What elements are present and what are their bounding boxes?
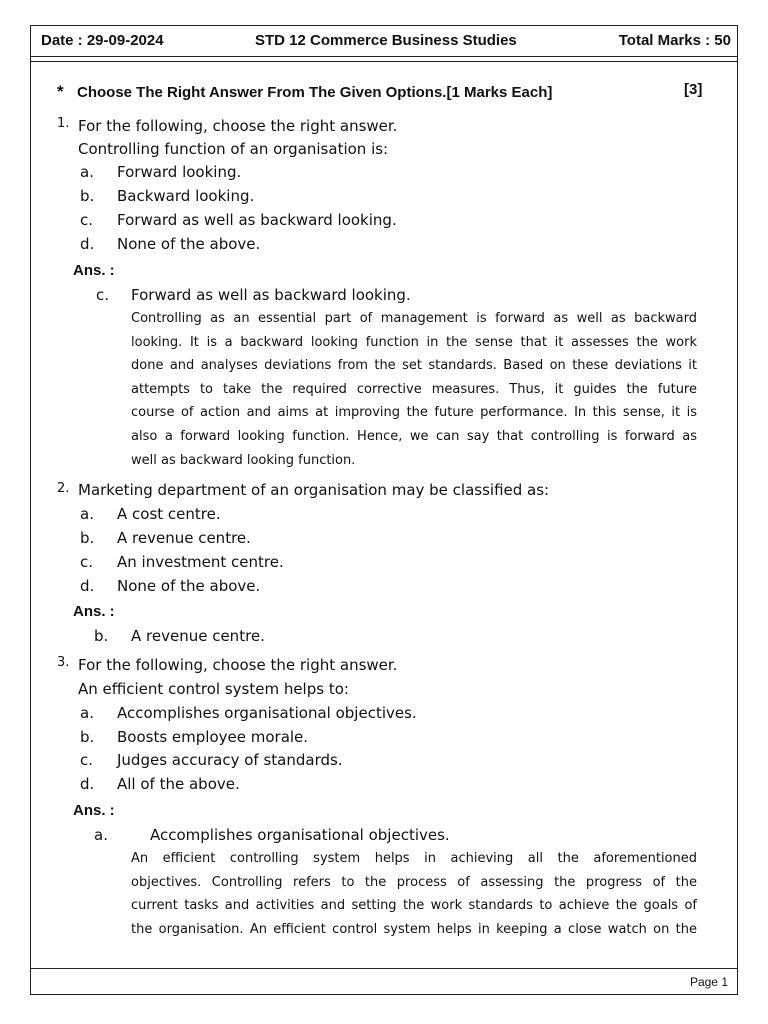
option-letter: d.	[80, 775, 95, 793]
answer-letter: b.	[94, 627, 109, 645]
option-text: Forward looking.	[117, 163, 242, 181]
question-number: 2.	[57, 481, 70, 496]
explanation-line: current tasks and activities and setting the work standards to achieve the goals of	[131, 898, 697, 914]
question-text: For the following, choose the right answer.	[78, 656, 398, 674]
answer-explanation	[131, 307, 697, 472]
option-text: Accomplishes organisational objectives.	[117, 704, 417, 722]
explanation-line: well as backward looking function.	[131, 452, 356, 468]
section-marks: [3]	[684, 81, 703, 98]
footer-divider	[30, 968, 738, 969]
answer-label: Ans. :	[73, 603, 115, 620]
question-number: 3.	[57, 655, 70, 670]
explanation-line: done and analyses deviations from the set standards. Based on these deviations it	[131, 358, 697, 374]
option-text: Boosts employee morale.	[117, 728, 309, 746]
answer-text: Forward as well as backward looking.	[131, 286, 411, 304]
question-text: Marketing department of an organisation may be classified as:	[78, 481, 550, 499]
total-marks: Total Marks : 50	[618, 32, 731, 49]
option-text: A revenue centre.	[117, 529, 251, 547]
exam-subject: STD 12 Commerce Business Studies	[255, 32, 517, 49]
explanation-line: Controlling as an essential part of management is forward as well as backward	[131, 311, 697, 326]
explanation-line: looking. It is a backward looking function in the sense that it assesses the work	[131, 334, 697, 350]
explanation-line: objectives. Controlling refers to the process of assessing the progress of the	[131, 874, 697, 890]
section-title	[57, 82, 552, 102]
page-number: Page 1	[689, 975, 728, 989]
header-divider	[30, 56, 738, 57]
answer-text: A revenue centre.	[131, 627, 265, 645]
exam-date: Date : 29-09-2024	[41, 32, 164, 49]
question-text: An efficient control system helps to:	[78, 680, 349, 698]
option-text: Judges accuracy of standards.	[117, 751, 343, 769]
answer-explanation	[131, 847, 697, 941]
option-text: None of the above.	[117, 577, 261, 595]
option-letter: b.	[80, 728, 95, 746]
option-text: A cost centre.	[117, 505, 221, 523]
question-text: For the following, choose the right answer.	[78, 117, 398, 135]
question-text: Controlling function of an organisation is:	[78, 140, 389, 158]
answer-text: Accomplishes organisational objectives.	[150, 826, 450, 844]
explanation-line: attempts to take the required corrective measures. Thus, it guides the future	[131, 381, 697, 397]
option-letter: c.	[80, 211, 94, 229]
option-letter: b.	[80, 187, 95, 205]
option-text: All of the above.	[117, 775, 240, 793]
option-letter: d.	[80, 235, 95, 253]
section-title-text: Choose The Right Answer From The Given Options.[1 Marks Each]	[77, 84, 553, 101]
option-letter: c.	[80, 751, 94, 769]
option-letter: b.	[80, 529, 95, 547]
header-divider-double	[30, 61, 738, 62]
explanation-line: the organisation. An efficient control system helps in keeping a close watch on the	[131, 921, 697, 937]
option-text: Forward as well as backward looking.	[117, 211, 397, 229]
option-text: An investment centre.	[117, 553, 284, 571]
explanation-line: An efficient controlling system helps in achieving all the aforementioned	[131, 851, 697, 866]
option-text: Backward looking.	[117, 187, 255, 205]
page-header	[41, 29, 731, 55]
option-text: None of the above.	[117, 235, 261, 253]
star-icon: *	[57, 82, 64, 101]
option-letter: c.	[80, 553, 94, 571]
answer-label: Ans. :	[73, 262, 115, 279]
option-letter: a.	[80, 163, 94, 181]
answer-letter: a.	[94, 826, 108, 844]
question-number: 1.	[57, 116, 70, 131]
option-letter: a.	[80, 704, 94, 722]
explanation-line: also a forward looking function. Hence, we can say that controlling is forward as	[131, 428, 697, 444]
option-letter: d.	[80, 577, 95, 595]
answer-letter: c.	[96, 286, 110, 304]
answer-label: Ans. :	[73, 802, 115, 819]
explanation-line: course of action and aims at improving the future performance. In this sense, it is	[131, 405, 697, 421]
option-letter: a.	[80, 505, 94, 523]
